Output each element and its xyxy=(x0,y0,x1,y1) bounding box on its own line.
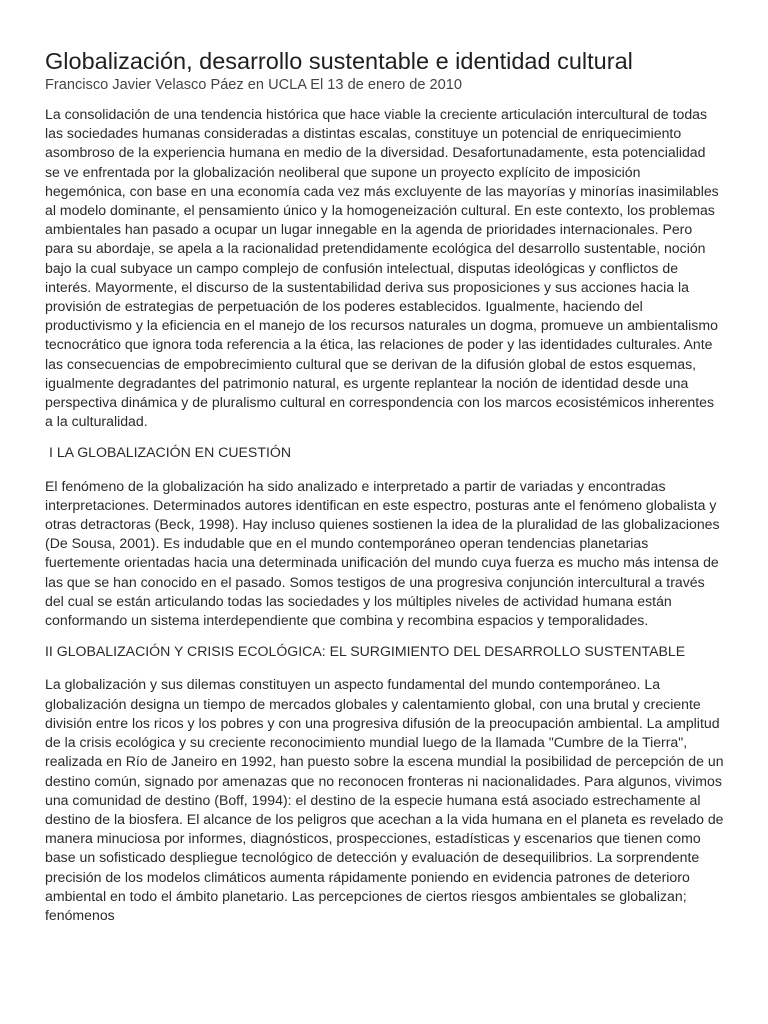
section-1-paragraph: El fenómeno de la globalización ha sido analizado e interpretado a partir de variadas y encontradas interpretaciones. Determinados autores identifican en este espectro, posturas ante el fenómeno globalista y otras detractoras (Beck, 1998). Hay incluso quienes sostienen la idea de la pluralidad de las globalizaciones (De Sousa, 2001). Es indudable que en el mundo contemporáneo operan tendencias planetarias fuertemente orientadas hacia una determinada unificación del mundo cuya fuerza es mucho más intensa de las que se han conocido en el pasado. Somos testigos de una progresiva conjunción intercultural a través del cual se están articulando todas las sociedades y los múltiples niveles de actividad humana están conformando un sistema interdependiente que combina y recombina espacios y temporalidades. xyxy=(45,477,720,629)
section-2-paragraph: La globalización y sus dilemas constituyen un aspecto fundamental del mundo contemporáneo. La globalización designa un tiempo de mercados globales y calentamiento global, con una brutal y creciente división entre los ricos y los pobres y con una progresiva difusión de la preocupación ambiental. La amplitud de la crisis ecológica y su creciente reconocimiento mundial luego de la llamada "Cumbre de la Tierra", realizada en Río de Janeiro en 1992, han puesto sobre la escena mundial la posibilidad de percepción de un destino común, signado por amenazas que no reconocen fronteras ni nacionalidades. Para algunos, vivimos una comunidad de destino (Boff, 1994): el destino de la especie humana está asociado estrechamente al destino de la biosfera. El alcance de los peligros que acechan a la vida humana en el planeta es revelado de manera minuciosa por informes, diagnósticos, prospecciones, estadísticas y escenarios que tienen como base un sofisticado despliegue tecnológico de detección y evaluación de desequilibrios. La sorprendente precisión de los modelos climáticos aumenta rápidamente poniendo en evidencia patrones de deterioro ambiental en todo el ámbito planetario. Las percepciones de ciertos riesgos ambientales se globalizan; fenómenos xyxy=(45,676,724,923)
section-heading-1: I LA GLOBALIZACIÓN EN CUESTIÓN xyxy=(49,444,292,461)
section-heading-2: II GLOBALIZACIÓN Y CRISIS ECOLÓGICA: EL SURGIMIENTO DEL DESARROLLO SUSTENTABLE xyxy=(45,643,686,660)
author-byline: Francisco Javier Velasco Páez en UCLA El 13 de enero de 2010 xyxy=(45,77,462,93)
intro-paragraph: La consolidación de una tendencia histórica que hace viable la creciente articulación intercultural de todas las sociedades humanas consideradas a distintas escalas, constituye un potencial de enriquecimiento asombroso de la experiencia humana en medio de la diversidad. Desafortunadamente, esta potencialidad se ve enfrentada por la globalización neoliberal que supone un proyecto explícito de imposición hegemónica, con base en una economía cada vez más excluyente de las mayorías y minorías inasimilables al modelo dominante, el pensamiento único y la homogeneización cultural. En este contexto, los problemas ambientales han pasado a ocupar un lugar innegable en la agenda de prioridades internacionales. Pero para su abordaje, se apela a la racionalidad pretendidamente ecológica del desarrollo sustentable, noción bajo la cual subyace un campo complejo de confusión intelectual, disputas ideológicas y conflictos de interés. Mayormente, el discurso de la sustentabilidad deriva sus proposiciones y sus acciones hacia la provisión de estrategias de perpetuación de los poderes establecidos. Igualmente, haciendo del productivismo y la eficiencia en el manejo de los recursos naturales un dogma, promueve un ambientalismo tecnocrático que ignora toda referencia a la ética, las relaciones de poder y las identidades culturales. Ante las consecuencias de empobrecimiento cultural que se derivan de la difusión global de estos esquemas, igualmente degradantes del patrimonio natural, es urgente replantear la noción de identidad desde una perspectiva dinámica y de pluralismo cultural en correspondencia con los marcos ecosistémicos inherentes a la culturalidad. xyxy=(45,106,719,430)
document-title: Globalización, desarrollo sustentable e identidad cultural xyxy=(45,48,633,74)
